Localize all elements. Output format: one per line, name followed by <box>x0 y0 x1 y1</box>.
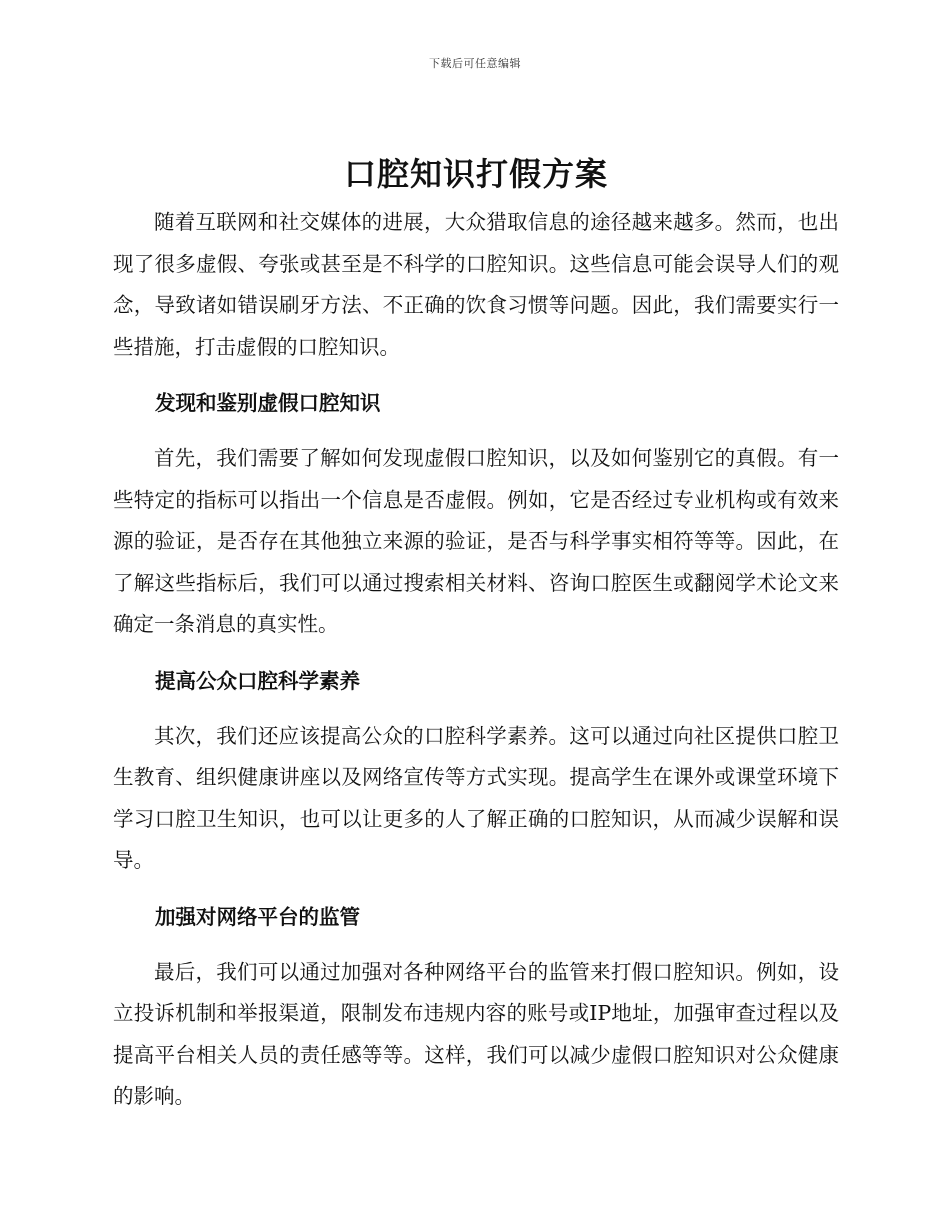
section-heading-literacy: 提高公众口腔科学素养 <box>155 668 360 693</box>
section-heading-regulation: 加强对网络平台的监管 <box>155 904 360 929</box>
section-body-literacy: 其次，我们还应该提高公众的口腔科学素养。这可以通过向社区提供口腔卫生教育、组织健康讲座以及网络宣传等方式实现。提高学生在课外或课堂环境下学习口腔卫生知识，也可以让更多的人了解正确的口腔知识，从而减少误解和误导。 <box>113 723 839 872</box>
section-heading-identify: 发现和鉴别虚假口腔知识 <box>155 391 381 415</box>
document-page <box>113 146 839 1118</box>
section-body-identify: 首先，我们需要了解如何发现虚假口腔知识，以及如何鉴别它的真假。有一些特定的指标可以指出一个信息是否虚假。例如，它是否经过专业机构或有效来源的验证，是否存在其他独立来源的验证，是否与科学事实相符等等。因此，在了解这些指标后，我们可以通过搜索相关材料、咨询口腔医生或翻阅学术论文来确定一条消息的真实性。 <box>113 446 839 636</box>
header-note: 下载后可任意编辑 <box>429 57 521 70</box>
document-title: 口腔知识打假方案 <box>343 155 608 193</box>
intro-paragraph: 随着互联网和社交媒体的进展，大众猎取信息的途径越来越多。然而，也出现了很多虚假、夸张或甚至是不科学的口腔知识。这些信息可能会误导人们的观念，导致诸如错误刷牙方法、不正确的饮食习惯等问题。因此，我们需要实行一些措施，打击虚假的口腔知识。 <box>113 210 839 359</box>
section-body-regulation: 最后，我们可以通过加强对各种网络平台的监管来打假口腔知识。例如，设立投诉机制和举报渠道，限制发布违规内容的账号或IP地址，加强审查过程以及提高平台相关人员的责任感等等。这样，我们可以减少虚假口腔知识对公众健康的影响。 <box>113 959 839 1108</box>
